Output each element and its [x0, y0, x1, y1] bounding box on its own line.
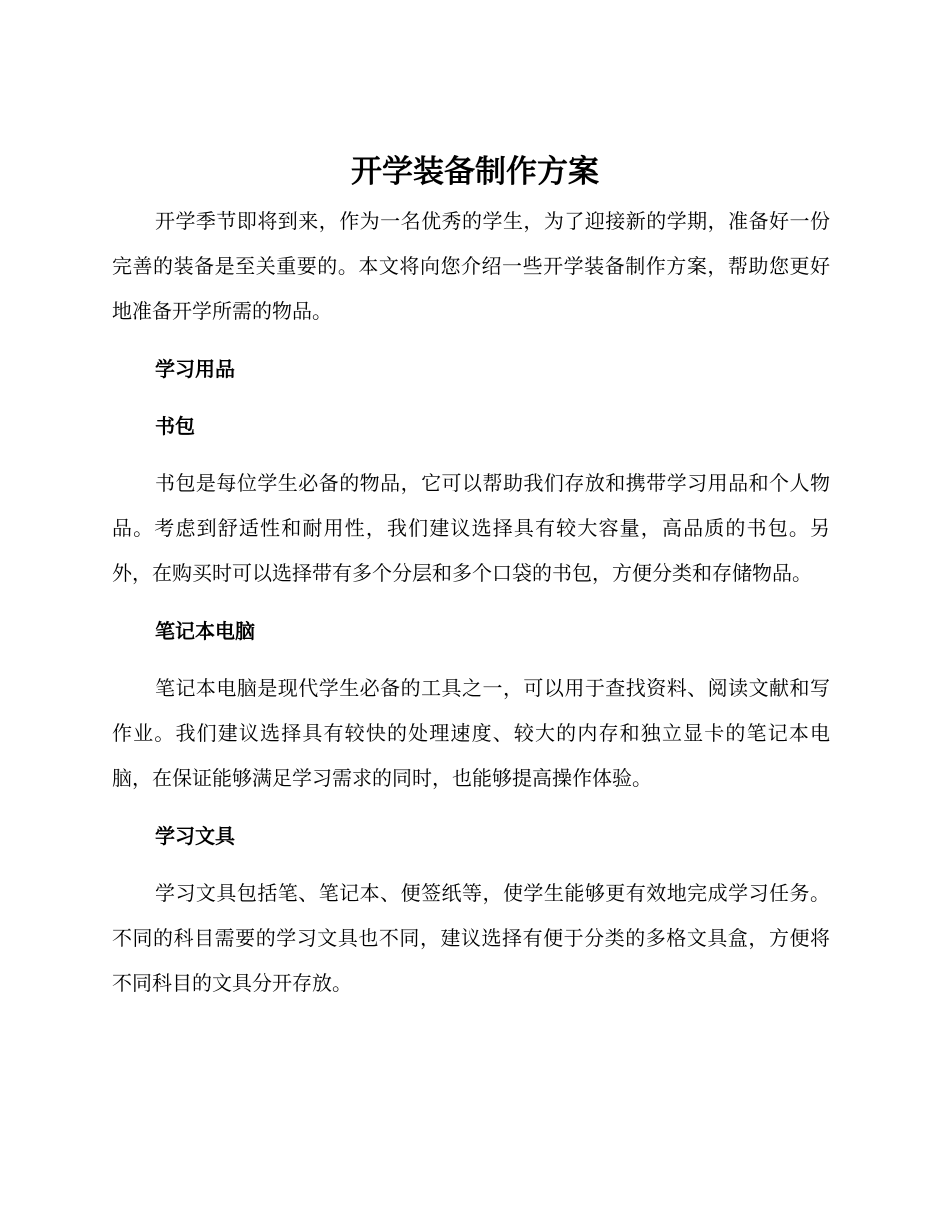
document-title: 开学装备制作方案: [351, 154, 599, 190]
paragraph-stationery: 学习文具包括笔、笔记本、便签纸等，使学生能够更有效地完成学习任务。不同的科目需要的学习文具也不同，建议选择有便于分类的多格文具盒，方便将不同科目的文具分开存放。: [112, 881, 830, 995]
paragraph-laptop: 笔记本电脑是现代学生必备的工具之一，可以用于查找资料、阅读文献和写作业。我们建议选择具有较快的处理速度、较大的内存和独立显卡的笔记本电脑，在保证能够满足学习需求的同时，也能够提高操作体验。: [112, 676, 830, 790]
subheading-backpack: 书包: [155, 414, 195, 438]
subheading-stationery: 学习文具: [155, 824, 235, 848]
intro-paragraph: 开学季节即将到来，作为一名优秀的学生，为了迎接新的学期，准备好一份完善的装备是至关重要的。本文将向您介绍一些开学装备制作方案，帮助您更好地准备开学所需的物品。: [112, 209, 830, 323]
section-heading-study-supplies: 学习用品: [155, 357, 235, 381]
document-body: [112, 199, 830, 1019]
subheading-laptop: 笔记本电脑: [155, 619, 255, 643]
paragraph-backpack: 书包是每位学生必备的物品，它可以帮助我们存放和携带学习用品和个人物品。考虑到舒适性和耐用性，我们建议选择具有较大容量，高品质的书包。另外，在购买时可以选择带有多个分层和多个口袋的书包，方便分类和存储物品。: [112, 471, 830, 585]
